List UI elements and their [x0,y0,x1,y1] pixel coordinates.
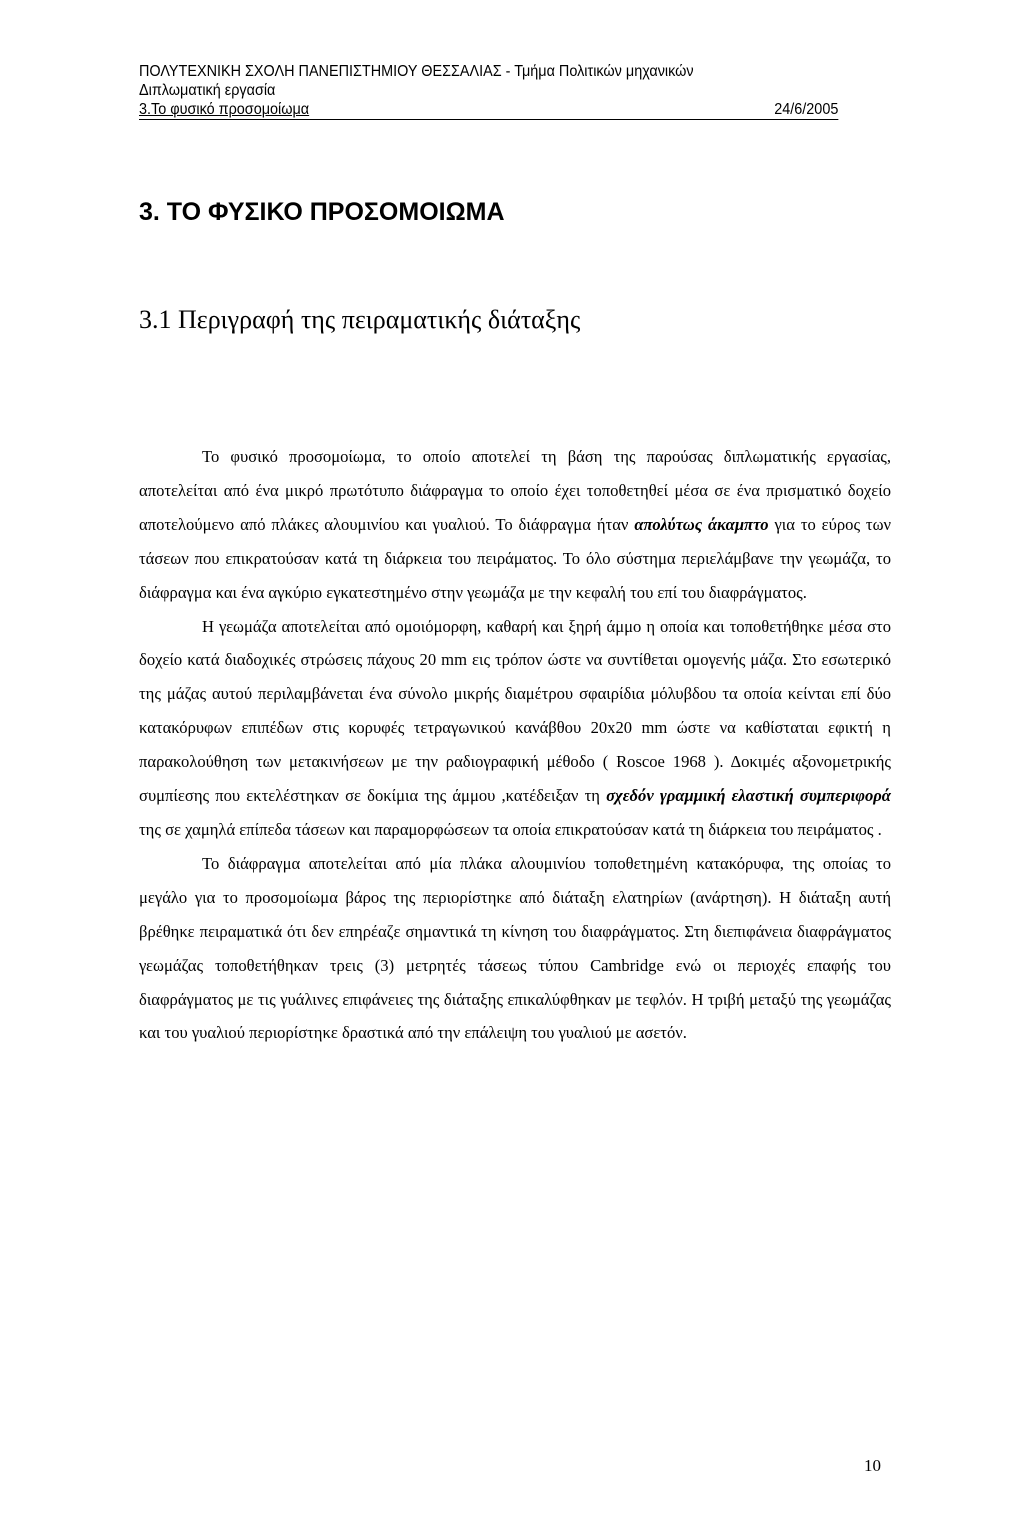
chapter-title: 3. ΤΟ ΦΥΣΙΚΟ ΠΡΟΣΟΜΟΙΩΜΑ [139,198,505,226]
paragraph-1-text-a: Το φυσικό προσομοίωμα, το οποίο αποτελεί τη βάση της παρούσας διπλωματικής εργασίας, αποτελείται από ένα μικρό πρωτότυπο διάφραγμα το οποίο έχει τοποθετηθεί μέσα σε ένα πρισματικό δοχείο αποτελούμενο από πλάκες αλουμινίου και γυαλιού. Το διάφραγμα ήταν [139,447,891,534]
header-institution: ΠΟΛΥΤΕΧΝΙΚΗ ΣΧΟΛΗ ΠΑΝΕΠΙΣΤΗΜΙΟΥ ΘΕΣΣΑΛΙΑΣ - Τμήμα Πολιτικών μηχανικών [139,63,694,80]
header-document-type: Διπλωματική εργασία [139,82,276,99]
paragraph-1-text-b: για το εύρος των τάσεων που επικρατούσαν κατά τη διάρκεια του πειράματος. Το όλο σύστημα περιελάμβανε την γεωμάζα, το διάφραγμα και ένα αγκύριο εγκατεστημένο στην γεωμάζα με την κεφαλή του επί του διαφράγματος. [139,514,892,602]
section-title: 3.1 Περιγραφή της πειραματικής διάταξης [139,305,581,334]
paragraph-1 [139,440,891,610]
emphasis-linear-elastic: σχεδόν γραμμική ελαστική συμπεριφορά [606,786,891,806]
emphasis-rigid: απολύτως άκαμπτο [634,514,769,534]
paragraph-2-text-a: Η γεωμάζα αποτελείται από ομοιόμορφη, καθαρή και ξηρή άμμο η οποία και τοποθετήθηκε μέσα στο δοχείο κατά διαδοχικές στρώσεις πάχους 20 mm εις τρόπον ώστε να συντίθεται ομογενής μάζα. Στο εσωτερικό της μάζας αυτού περιλαμβάνεται ένα σύνολο μικρής διαμέτρου σφαιρίδια μόλυβδου τα οποία κείνται επί δύο κατακόρυφων επιπέδων στις κορυφές τετραγωνικού κανάβθου 20x20 mm ώστε να καθίσταται εφικτή η παρακολούθηση των μετακινήσεων με την ραδιογραφική μέθοδο ( Roscoe 1968 ). Δοκιμές αξονομετρικής συμπίεσης που εκτελέστηκαν σε δοκίμια της άμμου ,κατέδειξαν τη [139,616,891,806]
paragraph-3: Το διάφραγμα αποτελείται από μία πλάκα αλουμινίου τοποθετημένη κατακόρυφα, της οποίας το μεγάλο για το προσομοίωμα βάρος της περιορίστηκε από διάταξη ελατηρίων (ανάρτηση). Η διάταξη αυτή βρέθηκε πειραματικά ότι δεν επηρέαζε σημαντικά τη κίνηση του διαφράγματος. Στη διεπιφάνεια διαφράγματος γεωμάζας τοποθετήθηκαν τρεις (3) μετρητές τάσεως τύπου Cambridge ενώ οι περιοχές επαφής του διαφράγματος με τις γυάλινες επιφάνειες της διάταξης επικαλύφθηκαν με τεφλόν. Η τριβή μεταξύ της γεωμάζας και του γυαλιού περιορίστηκε δραστικά από την επάλειψη του γυαλιού με ασετόν. [139,853,891,1043]
page-number: 10 [864,1456,881,1475]
body-text [139,440,891,1050]
header-date: 24/6/2005 [774,101,839,118]
header-rule-row [139,100,838,120]
running-header [139,62,838,120]
paragraph-2 [139,610,891,847]
paragraph-2-text-b: της σε χαμηλά επίπεδα τάσεων και παραμορφώσεων τα οποία επικρατούσαν κατά τη διάρκεια του πειράματος . [139,819,882,839]
header-section-ref: 3.Το φυσικό προσομοίωμα [139,101,310,118]
